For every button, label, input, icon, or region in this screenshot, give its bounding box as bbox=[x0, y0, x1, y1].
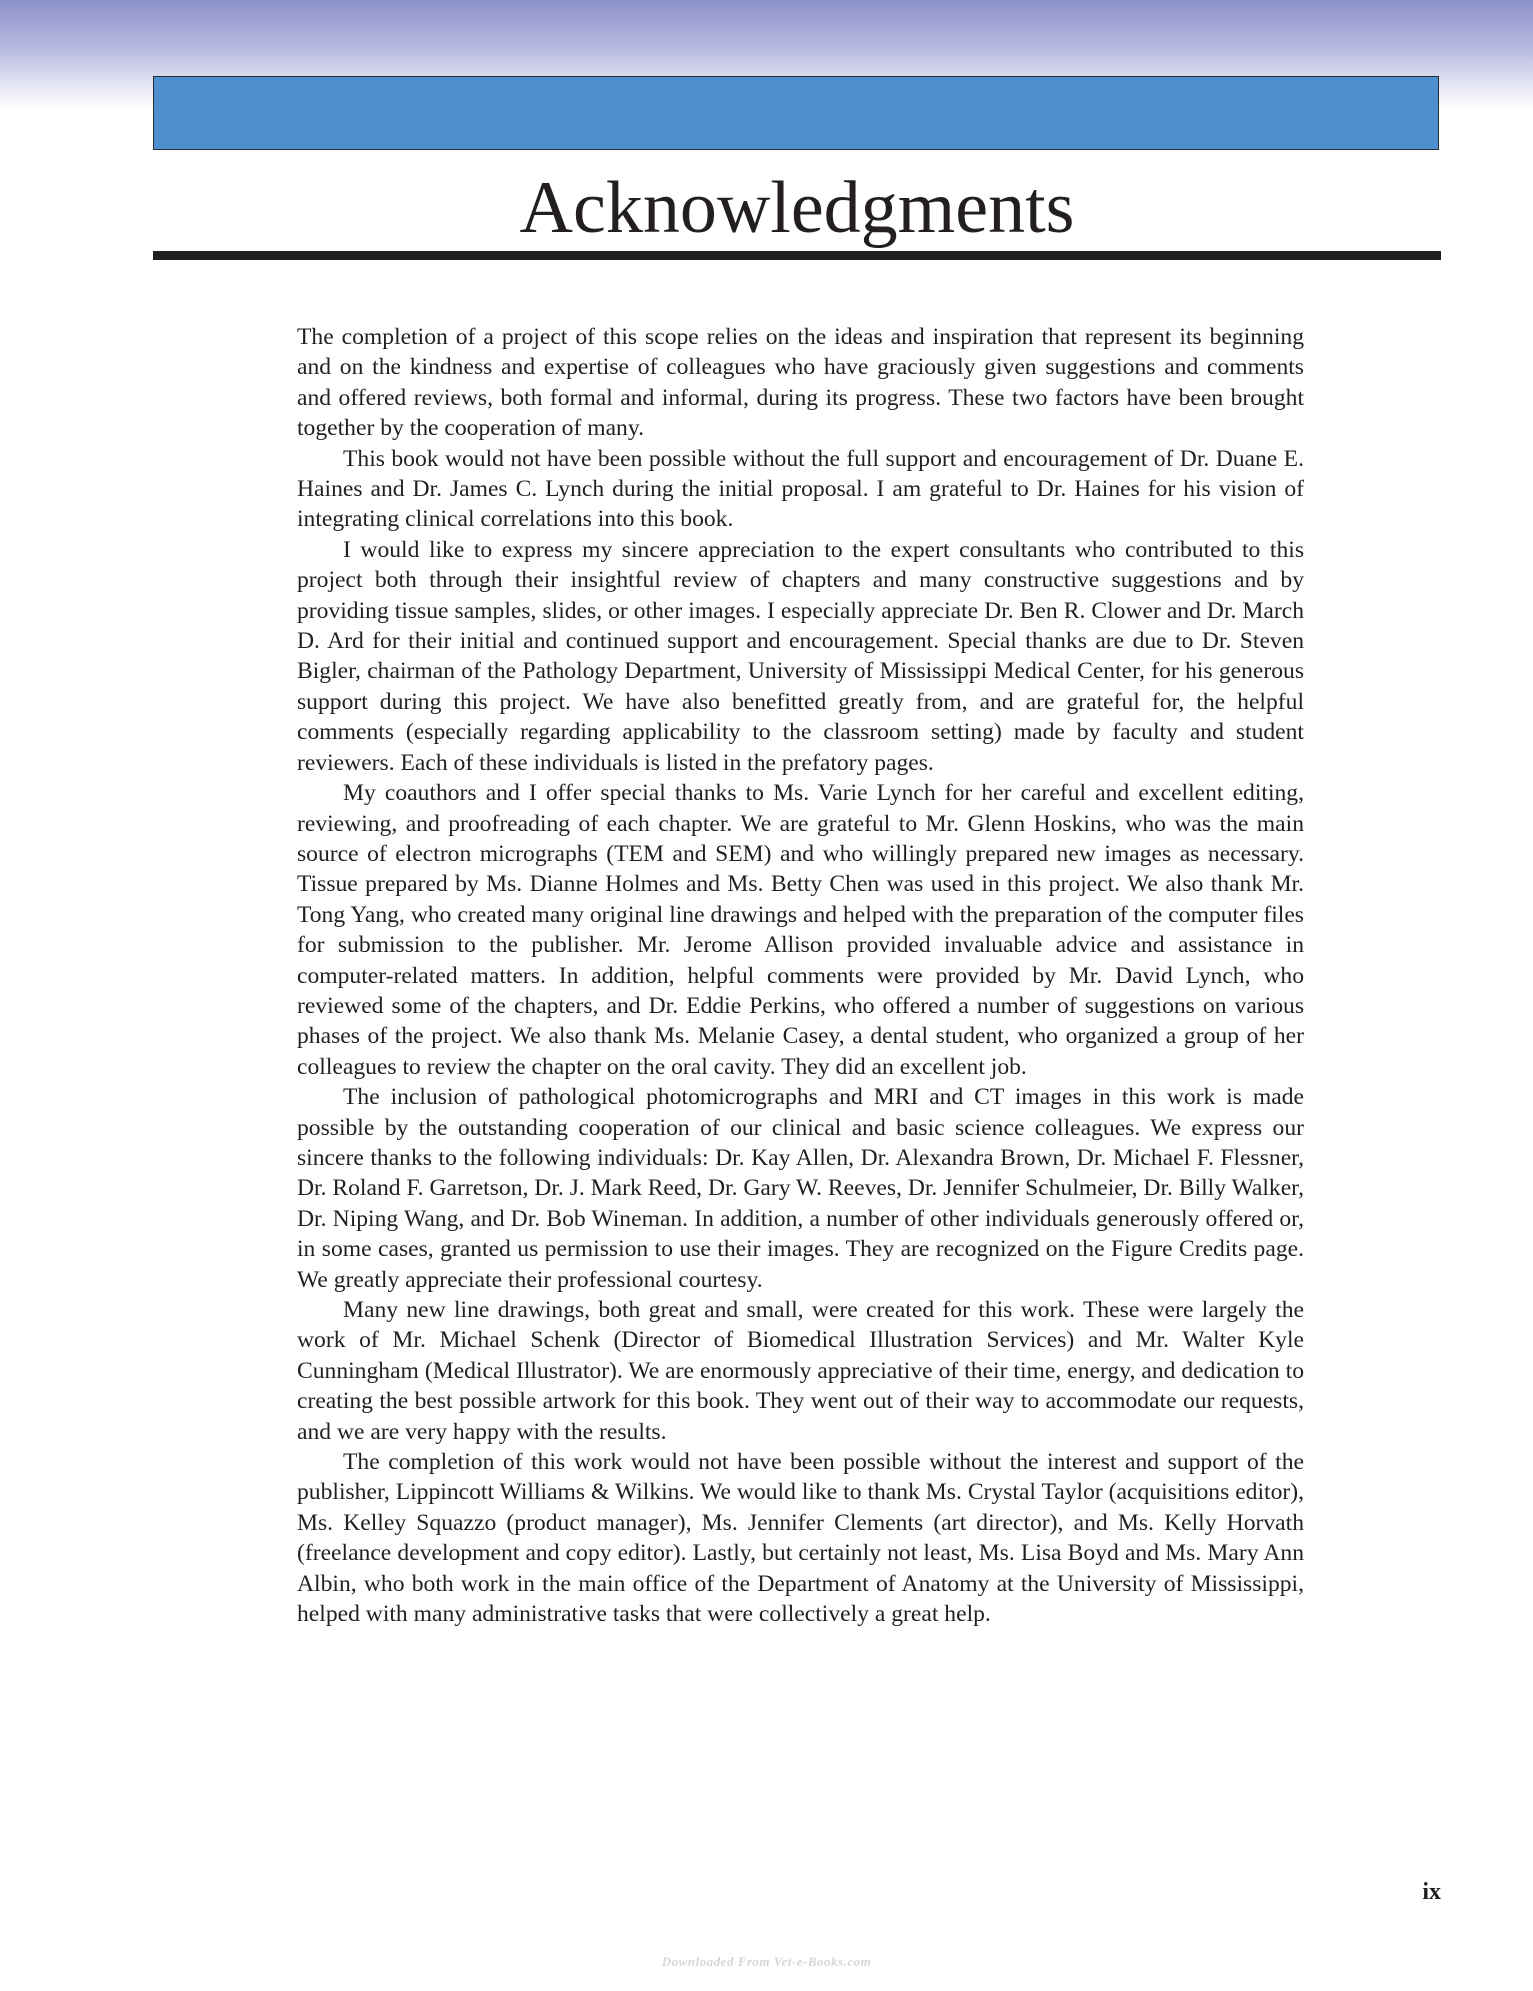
chapter-header-band bbox=[153, 76, 1439, 150]
paragraph-7: The completion of this work would not have been possible without the interest and support of the publisher, Lippincott Williams & Wilkins. We would like to thank Ms. Crystal Taylor (acquisitions editor), Ms. Kelley Squazzo (product manager), Ms. Jennifer Clements (art director), and Ms. Kelly Horvath (freelance development and copy editor). Lastly, but certainly not least, Ms. Lisa Boyd and Ms. Mary Ann Albin, who both work in the main office of the Department of Anatomy at the University of Mississippi, helped with many administrative tasks that were collectively a great help. bbox=[297, 1449, 1304, 1628]
paragraph-4: My coauthors and I offer special thanks to Ms. Varie Lynch for her careful and excellent editing, reviewing, and proofreading of each chapter. We are grateful to Mr. Glenn Hoskins, who was the main source of electron micrographs (TEM and SEM) and who willingly prepared new images as necessary. Tissue prepared by Ms. Dianne Holmes and Ms. Betty Chen was used in this project. We also thank Mr. Tong Yang, who created many original line drawings and helped with the preparation of the computer files for submission to the publisher. Mr. Jerome Allison provided invaluable advice and assistance in computer-related matters. In addition, helpful comments were provided by Mr. David Lynch, who reviewed some of the chapters, and Dr. Eddie Perkins, who offered a number of suggestions on various phases of the project. We also thank Ms. Melanie Casey, a dental student, who organized a group of her colleagues to review the chapter on the oral cavity. They did an excellent job. bbox=[297, 780, 1304, 1080]
paragraph-5: The inclusion of pathological photomicrographs and MRI and CT images in this work is made possible by the outstanding cooperation of our clinical and basic science colleagues. We express our sincere thanks to the following individuals: Dr. Kay Allen, Dr. Alexandra Brown, Dr. Michael F. Flessner, Dr. Roland F. Garretson, Dr. J. Mark Reed, Dr. Gary W. Reeves, Dr. Jennifer Schulmeier, Dr. Billy Walker, Dr. Niping Wang, and Dr. Bob Wineman. In addition, a number of other individuals generously offered or, in some cases, granted us permission to use their images. They are recognized on the Figure Credits page. We greatly appreciate their professional courtesy. bbox=[297, 1084, 1304, 1293]
title-rule bbox=[153, 251, 1441, 260]
paragraph-2: This book would not have been possible without the full support and encouragement of Dr. Duane E. Haines and Dr. James C. Lynch during the initial proposal. I am grateful to Dr. Haines for his vision of integrating clinical correlations into this book. bbox=[297, 445, 1304, 533]
paragraph-3: I would like to express my sincere appreciation to the expert consultants who contributed to this project both through their insightful review of chapters and many constructive suggestions and by providing tissue samples, slides, or other images. I especially appreciate Dr. Ben R. Clower and Dr. March D. Ard for their initial and continued support and encouragement. Special thanks are due to Dr. Steven Bigler, chairman of the Pathology Department, University of Mississippi Medical Center, for his generous support during this project. We have also benefitted greatly from, and are grateful for, the helpful comments (especially regarding applicability to the classroom setting) made by faculty and student reviewers. Each of these individuals is listed in the prefatory pages. bbox=[297, 536, 1304, 776]
page-title: Acknowledgments bbox=[519, 167, 1075, 249]
paragraph-1: The completion of a project of this scope relies on the ideas and inspiration that represent its beginning and on the kindness and expertise of colleagues who have graciously given suggestions and comments and offered reviews, both formal and informal, during its progress. These two factors have been brought together by the cooperation of many. bbox=[297, 324, 1304, 442]
body-text bbox=[297, 322, 1304, 1629]
page-number: ix bbox=[1422, 1879, 1441, 1905]
watermark: Downloaded From Vet-e-Books.com bbox=[661, 1954, 872, 1969]
paragraph-6: Many new line drawings, both great and small, were created for this work. These were largely the work of Mr. Michael Schenk (Director of Biomedical Illustration Services) and Mr. Walter Kyle Cunningham (Medical Illustrator). We are enormously appreciative of their time, energy, and dedication to creating the best possible artwork for this book. They went out of their way to accommodate our requests, and we are very happy with the results. bbox=[297, 1297, 1304, 1445]
